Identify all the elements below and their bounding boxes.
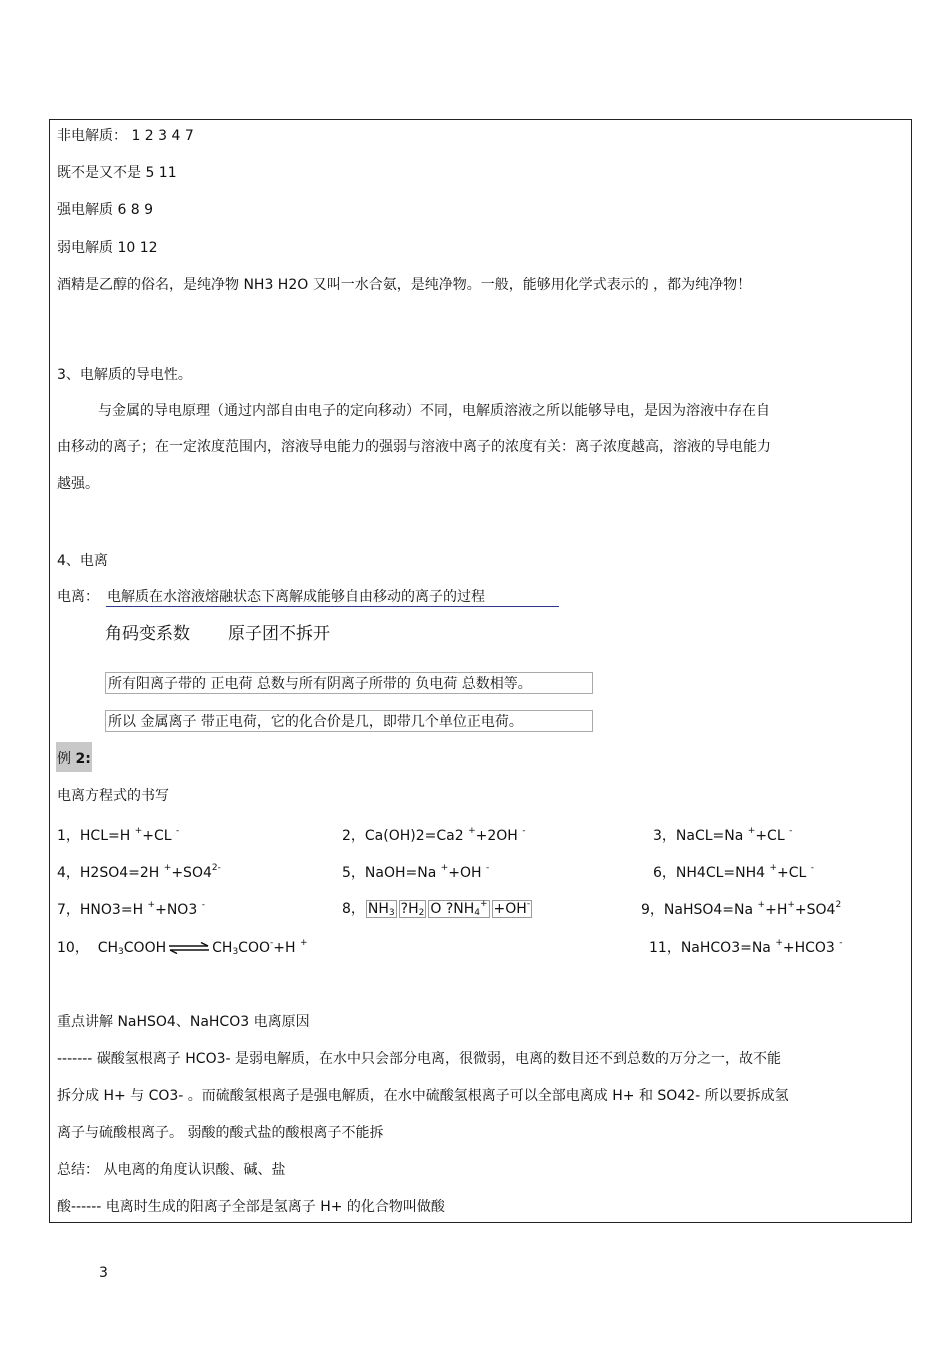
definition-underline xyxy=(106,606,559,607)
equation-5: 5，NaOH=Na ++OH - xyxy=(342,863,490,881)
explain-line2: 拆分成 H+ 与 CO3- 。而硫酸氢根离子是强电解质，在水中硫酸氢根离子可以全部电离成 H+ 和 SO42- 所以要拆成氢 xyxy=(57,1088,789,1104)
equation-4: 4，H2SO4=2H $^++SO4^{2-}$ xyxy=(57,863,221,881)
equation-11: 11，NaHCO3=Na ++HCO3 - xyxy=(649,938,843,956)
equation-1: 1，HCL=H ++CL - xyxy=(57,826,180,844)
acid-definition: 酸------ 电离时生成的阳离子全部是氢离子 H+ 的化合物叫做酸 xyxy=(57,1199,445,1215)
equation-2: 2，Ca(OH)2=Ca2 ++2OH - xyxy=(342,826,526,844)
tip-keep-radicals: 原子团不拆开 xyxy=(228,624,330,644)
ionization-label: 电离： xyxy=(57,589,99,605)
explain-line1: ------- 碳酸氢根离子 HCO3- 是弱电解质，在水中只会部分电离，很微弱，电离的数目还不到总数的万分之一，故不能 xyxy=(57,1051,781,1067)
explain-line3: 离子与硫酸根离子。 弱酸的酸式盐的酸根离子不能拆 xyxy=(57,1125,384,1141)
strong-electrolyte-line: 强电解质 6 8 9 xyxy=(57,202,154,218)
section-3-para-line2: 由移动的离子；在一定浓度范围内，溶液导电能力的强弱与溶液中离子的浓度有关：离子浓度越高，溶液的导电能力 xyxy=(57,439,771,455)
ionization-definition: 电解质在水溶液熔融状态下离解成能够自由移动的离子的过程 xyxy=(107,589,485,605)
tip-subscript-to-coefficient: 角码变系数 xyxy=(105,624,190,644)
section-4-heading: 4、电离 xyxy=(57,553,108,569)
equation-8-part2: $?H_2$ xyxy=(400,901,425,918)
equation-8-part1: $NH_3$ xyxy=(367,901,395,918)
equation-9: 9，NaHSO4=Na $^++H^++SO4^2$ xyxy=(641,900,842,918)
weak-electrolyte-line: 弱电解质 10 12 xyxy=(57,240,158,256)
equation-8-part4: +OH- xyxy=(493,899,531,917)
section-3-para-line1: 与金属的导电原理（通过内部自由电子的定向移动）不同，电解质溶液之所以能够导电，是因为溶液中存在自 xyxy=(98,403,770,419)
non-electrolyte-line: 非电解质： 1 2 3 4 7 xyxy=(57,128,194,144)
example-label: 例 2: xyxy=(57,751,91,767)
equation-6: 6，NH4CL=NH4 ++CL - xyxy=(653,863,815,881)
equation-8: 8， $NH_3$ $?H_2$ O $?NH_4^+ +OH^-$ xyxy=(342,899,531,918)
metal-ion-text: 所以 金属离子 带正电荷，它的化合价是几，即带几个单位正电荷。 xyxy=(108,714,523,730)
section-3-heading: 3、电解质的导电性。 xyxy=(57,367,192,383)
page-number: 3 xyxy=(99,1265,108,1281)
reversible-arrow-icon xyxy=(168,942,210,954)
equation-10: 10， $CH_3COOH$ $CH_3COO^-+H$ + xyxy=(57,938,308,957)
equation-7: 7，HNO3=H ++NO3 - xyxy=(57,900,205,918)
equations-heading: 电离方程式的书写 xyxy=(57,788,169,804)
charge-balance-text: 所有阳离子带的 正电荷 总数与所有阴离子所带的 负电荷 总数相等。 xyxy=(108,676,532,692)
pure-substance-note: 酒精是乙醇的俗名，是纯净物 NH3 H2O 又叫一水合氨，是纯净物。一般，能够用化学式表示的 ，都为纯净物！ xyxy=(57,277,752,293)
neither-line: 既不是又不是 5 11 xyxy=(57,165,177,181)
equation-3: 3，NaCL=Na ++CL - xyxy=(653,826,793,844)
section-3-para-line3: 越强。 xyxy=(57,476,99,492)
equation-8-part3: O $?NH_4^+$ xyxy=(430,899,488,918)
summary-line: 总结： 从电离的角度认识酸、碱、盐 xyxy=(57,1162,286,1178)
explain-heading: 重点讲解 NaHSO4、NaHCO3 电离原因 xyxy=(57,1014,310,1030)
